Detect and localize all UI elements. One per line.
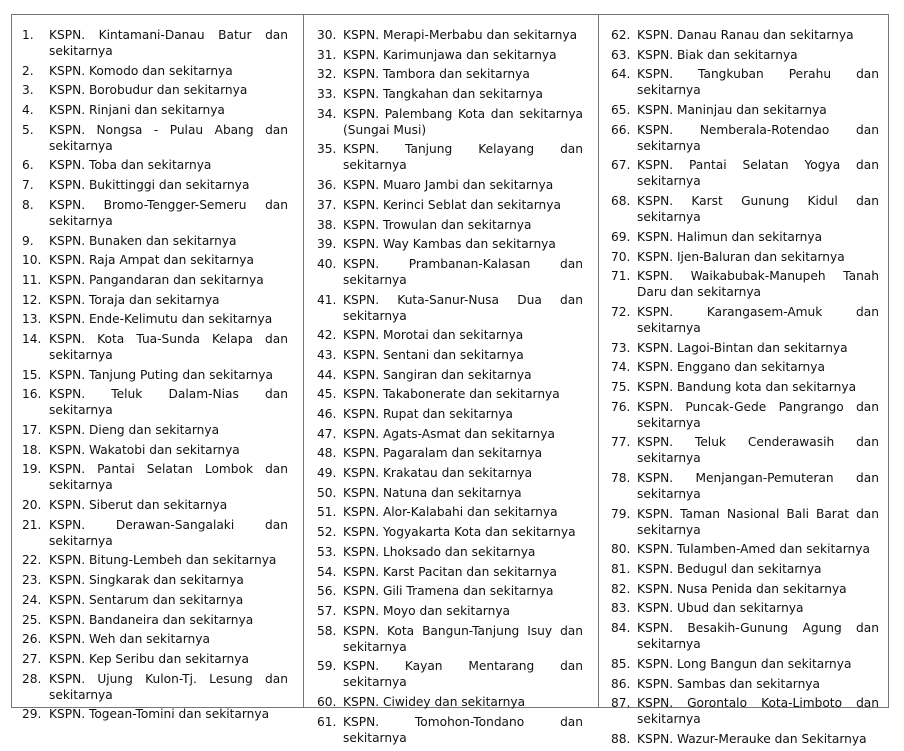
item-number: 69. — [611, 229, 631, 244]
item-number: 16. — [22, 387, 42, 402]
item-number: 37. — [317, 197, 337, 212]
item-number: 82. — [611, 581, 631, 596]
item-text: KSPN. Bedugul dan sekitarnya — [637, 562, 822, 577]
list-item — [22, 82, 288, 98]
item-text: KSPN. Bitung-Lembeh dan sekitarnya — [49, 553, 277, 568]
item-number: 25. — [22, 612, 42, 627]
item-text: KSPN. Karst Pacitan dan sekitarnya — [343, 564, 557, 579]
item-text: KSPN. Ujung Kulon-Tj. Lesung dan sekitarnya — [49, 671, 288, 702]
item-text: KSPN. Long Bangun dan sekitarnya — [637, 656, 852, 671]
item-number: 65. — [611, 103, 631, 118]
item-number: 1. — [22, 28, 34, 42]
item-number: 51. — [317, 505, 337, 520]
item-number: 56. — [317, 584, 337, 599]
item-text: KSPN. Derawan-Sangalaki dan sekitarnya — [49, 517, 288, 548]
list-item — [317, 177, 583, 193]
list-item — [22, 592, 288, 608]
list-item — [611, 102, 879, 118]
item-text: KSPN. Pagaralam dan sekitarnya — [343, 446, 543, 461]
item-number: 3. — [22, 83, 34, 98]
item-text: KSPN. Yogyakarta Kota dan sekitarnya — [343, 525, 576, 540]
item-number: 48. — [317, 446, 337, 461]
item-text: KSPN. Kota Tua-Sunda Kelapa dan sekitarnya — [49, 331, 288, 362]
item-text: KSPN. Kintamani-Danau Batur dan sekitarnya — [49, 28, 288, 58]
item-text: KSPN. Tanjung Puting dan sekitarnya — [49, 367, 273, 382]
item-text: KSPN. Waikabubak-Manupeh Tanah Daru dan sekitarnya — [637, 269, 879, 300]
item-number: 27. — [22, 651, 42, 666]
list-column-3 — [611, 27, 879, 751]
item-number: 81. — [611, 562, 631, 577]
list-item — [22, 252, 288, 268]
item-number: 34. — [317, 106, 337, 121]
item-number: 21. — [22, 517, 42, 532]
list-item — [22, 177, 288, 193]
item-text: KSPN. Lagoi-Bintan dan sekitarnya — [637, 340, 848, 355]
item-text: KSPN. Halimun dan sekitarnya — [637, 229, 823, 244]
column-divider — [598, 14, 599, 708]
list-item — [22, 552, 288, 568]
item-number: 31. — [317, 47, 337, 62]
list-item — [317, 465, 583, 481]
item-text: KSPN. Tangkahan dan sekitarnya — [343, 87, 543, 102]
item-number: 66. — [611, 122, 631, 137]
item-text: KSPN. Toraja dan sekitarnya — [49, 292, 220, 307]
list-item — [317, 141, 583, 173]
item-text: KSPN. Ciwidey dan sekitarnya — [343, 694, 526, 709]
item-text: KSPN. Muaro Jambi dan sekitarnya — [343, 178, 554, 193]
item-text: KSPN. Karst Gunung Kidul dan sekitarnya — [637, 194, 879, 225]
item-text: KSPN. Prambanan-Kalasan dan sekitarnya — [343, 256, 583, 287]
item-text: KSPN. Biak dan sekitarnya — [637, 47, 798, 62]
list-item — [22, 572, 288, 588]
item-number: 70. — [611, 249, 631, 264]
item-number: 41. — [317, 292, 337, 307]
list-item — [611, 470, 879, 502]
item-text: KSPN. Pangandaran dan sekitarnya — [49, 272, 264, 287]
item-number: 53. — [317, 544, 337, 559]
item-number: 12. — [22, 292, 42, 307]
item-text: KSPN. Krakatau dan sekitarnya — [343, 466, 533, 481]
list-item — [317, 544, 583, 560]
list-item — [22, 233, 288, 249]
list-item — [22, 63, 288, 79]
item-text: KSPN. Pantai Selatan Lombok dan sekitarnya — [49, 462, 288, 493]
list-item — [611, 66, 879, 98]
list-item — [317, 256, 583, 288]
item-number: 39. — [317, 237, 337, 252]
list-item — [22, 292, 288, 308]
list-item — [22, 367, 288, 383]
list-item — [611, 340, 879, 356]
list-item — [317, 658, 583, 690]
list-item — [22, 671, 288, 703]
list-item — [317, 347, 583, 363]
item-number: 46. — [317, 407, 337, 421]
item-text: KSPN. Bandaneira dan sekitarnya — [49, 612, 254, 627]
list-item — [22, 197, 288, 229]
item-text: KSPN. Sentani dan sekitarnya — [343, 347, 524, 362]
item-number: 75. — [611, 379, 631, 394]
list-item — [611, 541, 879, 557]
item-number: 14. — [22, 331, 42, 346]
item-number: 36. — [317, 178, 337, 193]
list-item — [22, 612, 288, 628]
item-number: 63. — [611, 47, 631, 62]
list-item — [317, 623, 583, 655]
item-number: 7. — [22, 178, 34, 193]
item-text: KSPN. Rinjani dan sekitarnya — [49, 103, 225, 118]
item-text: KSPN. Lhoksado dan sekitarnya — [343, 544, 536, 559]
item-text: KSPN. Besakih-Gunung Agung dan sekitarnya — [637, 621, 879, 652]
list-item — [22, 422, 288, 438]
item-text: KSPN. Palembang Kota dan sekitarnya (Sungai Musi) — [343, 106, 583, 137]
list-item — [611, 249, 879, 265]
item-number: 28. — [22, 671, 42, 686]
item-text: KSPN. Alor-Kalabahi dan sekitarnya — [343, 505, 558, 520]
list-item — [317, 217, 583, 233]
item-number: 58. — [317, 623, 337, 638]
item-text: KSPN. Kuta-Sanur-Nusa Dua dan sekitarnya — [343, 292, 583, 323]
item-text: KSPN. Takabonerate dan sekitarnya — [343, 387, 560, 402]
item-text: KSPN. Kerinci Seblat dan sekitarnya — [343, 197, 561, 212]
item-number: 57. — [317, 603, 337, 618]
item-text: KSPN. Moyo dan sekitarnya — [343, 603, 511, 618]
list-item — [22, 386, 288, 418]
item-number: 73. — [611, 340, 631, 355]
item-text: KSPN. Borobudur dan sekitarnya — [49, 83, 248, 98]
item-text: KSPN. Togean-Tomini dan sekitarnya — [49, 707, 270, 722]
list-item — [611, 399, 879, 431]
list-item — [611, 600, 879, 616]
list-item — [317, 406, 583, 422]
item-number: 33. — [317, 87, 337, 102]
list-item — [611, 27, 879, 43]
list-item — [611, 47, 879, 63]
item-number: 79. — [611, 506, 631, 521]
item-text: KSPN. Raja Ampat dan sekitarnya — [49, 253, 254, 268]
item-text: KSPN. Tambora dan sekitarnya — [343, 67, 530, 82]
item-number: 85. — [611, 656, 631, 671]
item-number: 44. — [317, 367, 337, 382]
list-column-1 — [22, 27, 288, 726]
item-number: 11. — [22, 272, 42, 287]
item-text: KSPN. Maninjau dan sekitarnya — [637, 103, 827, 118]
item-number: 29. — [22, 707, 42, 722]
list-item — [611, 359, 879, 375]
list-item — [317, 603, 583, 619]
item-number: 17. — [22, 423, 42, 437]
item-number: 26. — [22, 632, 42, 647]
list-item — [611, 656, 879, 672]
list-item — [611, 695, 879, 727]
item-number: 24. — [22, 592, 42, 607]
list-item — [317, 106, 583, 138]
list-item — [317, 583, 583, 599]
list-item — [317, 694, 583, 710]
item-number: 23. — [22, 573, 42, 588]
list-item — [22, 706, 288, 722]
item-number: 8. — [22, 197, 34, 212]
item-text: KSPN. Ijen-Baluran dan sekitarnya — [637, 249, 845, 264]
item-text: KSPN. Sambas dan sekitarnya — [637, 676, 820, 691]
item-number: 60. — [317, 694, 337, 709]
list-item — [22, 102, 288, 118]
item-text: KSPN. Ende-Kelimutu dan sekitarnya — [49, 312, 273, 327]
item-text: KSPN. Morotai dan sekitarnya — [343, 328, 524, 343]
list-item — [611, 561, 879, 577]
item-text: KSPN. Wazur-Merauke dan Sekitarnya — [637, 731, 867, 746]
list-item — [22, 442, 288, 458]
item-number: 50. — [317, 485, 337, 500]
item-number: 20. — [22, 498, 42, 513]
list-item — [611, 676, 879, 692]
item-number: 9. — [22, 233, 34, 248]
list-item — [317, 714, 583, 746]
list-item — [317, 327, 583, 343]
item-text: KSPN. Menjangan-Pemuteran dan sekitarnya — [637, 471, 879, 501]
item-text: KSPN. Rupat dan sekitarnya — [343, 407, 513, 421]
item-number: 19. — [22, 462, 42, 477]
item-text: KSPN. Komodo dan sekitarnya — [49, 63, 233, 78]
item-text: KSPN. Singkarak dan sekitarnya — [49, 573, 244, 588]
item-text: KSPN. Puncak-Gede Pangrango dan sekitarnya — [637, 399, 879, 430]
list-item — [611, 122, 879, 154]
item-number: 38. — [317, 217, 337, 232]
item-text: KSPN. Weh dan sekitarnya — [49, 632, 210, 647]
list-item — [317, 47, 583, 63]
list-item — [317, 66, 583, 82]
item-number: 22. — [22, 553, 42, 568]
list-item — [22, 272, 288, 288]
list-item — [22, 651, 288, 667]
list-item — [317, 426, 583, 442]
list-item — [22, 461, 288, 493]
list-item — [22, 331, 288, 363]
list-item — [22, 27, 288, 59]
item-number: 54. — [317, 564, 337, 579]
item-text: KSPN. Teluk Dalam-Nias dan sekitarnya — [49, 387, 288, 418]
item-text: KSPN. Nusa Penida dan sekitarnya — [637, 581, 847, 596]
item-number: 30. — [317, 28, 337, 42]
item-number: 83. — [611, 601, 631, 616]
item-number: 62. — [611, 28, 631, 42]
item-number: 45. — [317, 387, 337, 402]
item-number: 42. — [317, 328, 337, 343]
item-text: KSPN. Trowulan dan sekitarnya — [343, 217, 532, 232]
list-item — [22, 517, 288, 549]
item-text: KSPN. Tulamben-Amed dan sekitarnya — [637, 542, 870, 557]
item-number: 88. — [611, 731, 631, 746]
item-text: KSPN. Nemberala-Rotendao dan sekitarnya — [637, 122, 879, 153]
item-text: KSPN. Karangasem-Amuk dan sekitarnya — [637, 304, 879, 335]
item-text: KSPN. Danau Ranau dan sekitarnya — [637, 28, 854, 42]
list-item — [611, 506, 879, 538]
item-text: KSPN. Gorontalo Kota-Limboto dan sekitarnya — [637, 696, 879, 727]
item-text: KSPN. Ubud dan sekitarnya — [637, 601, 804, 616]
item-text: KSPN. Kayan Mentarang dan sekitarnya — [343, 659, 583, 690]
list-item — [22, 497, 288, 513]
list-item — [22, 311, 288, 327]
list-item — [317, 236, 583, 252]
column-divider — [303, 14, 304, 708]
item-text: KSPN. Enggano dan sekitarnya — [637, 360, 825, 375]
item-number: 78. — [611, 471, 631, 485]
item-text: KSPN. Kota Bangun-Tanjung Isuy dan sekitarnya — [343, 623, 583, 654]
list-item — [611, 620, 879, 652]
list-item — [317, 197, 583, 213]
item-text: KSPN. Karimunjawa dan sekitarnya — [343, 47, 557, 62]
list-item — [611, 731, 879, 747]
list-item — [611, 268, 879, 300]
item-number: 87. — [611, 696, 631, 711]
item-number: 35. — [317, 142, 337, 157]
list-item — [611, 157, 879, 189]
item-number: 5. — [22, 122, 34, 137]
item-text: KSPN. Kep Seribu dan sekitarnya — [49, 651, 249, 666]
list-item — [317, 27, 583, 43]
list-item — [317, 524, 583, 540]
item-text: KSPN. Teluk Cenderawasih dan sekitarnya — [637, 435, 879, 466]
item-text: KSPN. Tomohon-Tondano dan sekitarnya — [343, 714, 583, 745]
item-text: KSPN. Toba dan sekitarnya — [49, 158, 212, 173]
item-number: 15. — [22, 367, 42, 382]
list-column-2 — [317, 27, 583, 749]
item-number: 61. — [317, 714, 337, 729]
item-number: 52. — [317, 525, 337, 540]
item-number: 40. — [317, 256, 337, 271]
list-item — [611, 581, 879, 597]
item-text: KSPN. Bandung kota dan sekitarnya — [637, 379, 857, 394]
item-number: 64. — [611, 67, 631, 82]
list-item — [317, 386, 583, 402]
item-number: 10. — [22, 253, 42, 268]
item-number: 18. — [22, 442, 42, 457]
item-number: 59. — [317, 659, 337, 674]
list-item — [317, 564, 583, 580]
list-item — [317, 504, 583, 520]
item-number: 67. — [611, 158, 631, 173]
item-text: KSPN. Wakatobi dan sekitarnya — [49, 442, 240, 457]
item-text: KSPN. Pantai Selatan Yogya dan sekitarnya — [637, 158, 879, 189]
item-number: 72. — [611, 304, 631, 319]
item-number: 76. — [611, 399, 631, 414]
item-text: KSPN. Taman Nasional Bali Barat dan sekitarnya — [637, 506, 879, 537]
item-number: 80. — [611, 542, 631, 557]
item-text: KSPN. Agats-Asmat dan sekitarnya — [343, 426, 555, 441]
item-number: 86. — [611, 676, 631, 691]
list-item — [22, 122, 288, 154]
item-text: KSPN. Bromo-Tengger-Semeru dan sekitarnya — [49, 197, 288, 228]
item-text: KSPN. Sangiran dan sekitarnya — [343, 367, 532, 382]
item-number: 47. — [317, 426, 337, 441]
item-text: KSPN. Merapi-Merbabu dan sekitarnya — [343, 28, 578, 42]
item-number: 84. — [611, 621, 631, 636]
list-item — [317, 86, 583, 102]
item-number: 2. — [22, 63, 34, 78]
list-item — [611, 229, 879, 245]
item-number: 32. — [317, 67, 337, 82]
list-item — [317, 445, 583, 461]
item-number: 77. — [611, 435, 631, 450]
item-number: 43. — [317, 347, 337, 362]
item-text: KSPN. Sentarum dan sekitarnya — [49, 592, 244, 607]
item-text: KSPN. Way Kambas dan sekitarnya — [343, 237, 556, 252]
item-number: 6. — [22, 158, 34, 173]
item-number: 4. — [22, 103, 34, 118]
list-item — [611, 434, 879, 466]
item-text: KSPN. Natuna dan sekitarnya — [343, 485, 522, 500]
item-text: KSPN. Tanjung Kelayang dan sekitarnya — [343, 142, 583, 173]
item-text: KSPN. Siberut dan sekitarnya — [49, 498, 228, 513]
list-item — [611, 193, 879, 225]
item-number: 13. — [22, 312, 42, 327]
list-item — [317, 485, 583, 501]
item-number: 71. — [611, 269, 631, 284]
item-text: KSPN. Dieng dan sekitarnya — [49, 423, 220, 437]
item-number: 68. — [611, 194, 631, 209]
item-text: KSPN. Nongsa - Pulau Abang dan sekitarnya — [49, 122, 288, 153]
item-text: KSPN. Bunaken dan sekitarnya — [49, 233, 237, 248]
item-number: 49. — [317, 466, 337, 481]
item-text: KSPN. Bukittinggi dan sekitarnya — [49, 178, 250, 193]
item-text: KSPN. Tangkuban Perahu dan sekitarnya — [637, 67, 879, 98]
list-item — [22, 631, 288, 647]
item-text: KSPN. Gili Tramena dan sekitarnya — [343, 584, 554, 599]
item-number: 74. — [611, 360, 631, 375]
list-item — [317, 367, 583, 383]
list-item — [317, 292, 583, 324]
list-item — [22, 157, 288, 173]
list-item — [611, 379, 879, 395]
list-item — [611, 304, 879, 336]
